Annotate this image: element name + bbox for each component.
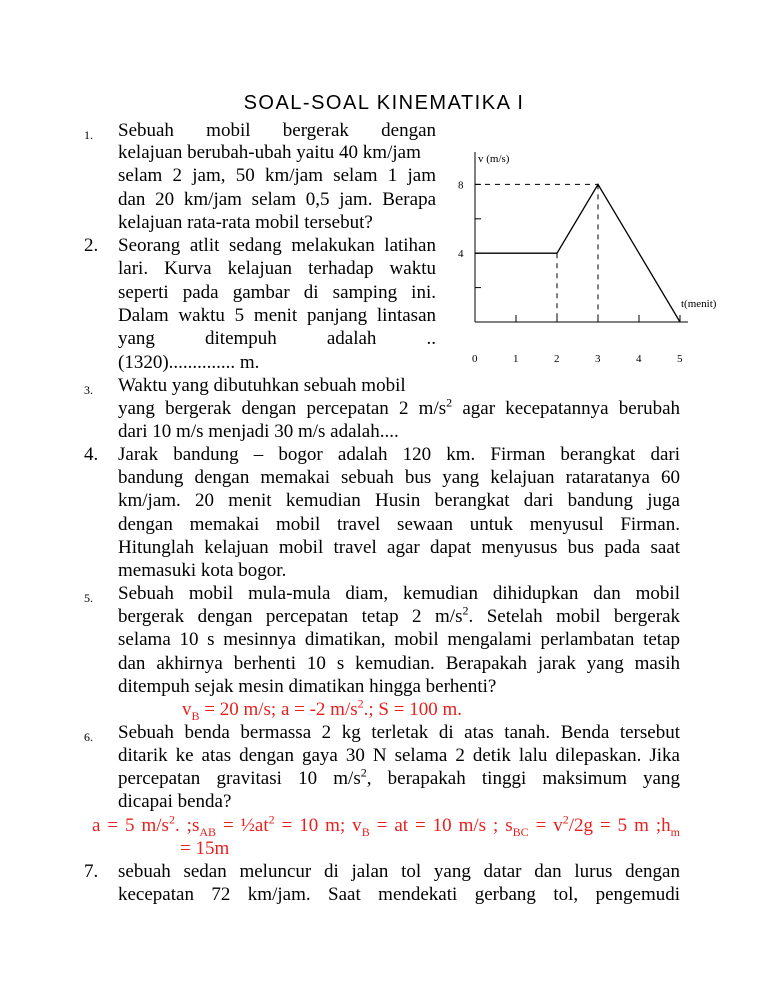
velocity-time-chart	[448, 150, 738, 375]
x-tick-label: 5	[677, 353, 683, 365]
answer-line	[92, 812, 680, 839]
text-run: , berapakah tinggi maksimum yang	[366, 768, 680, 789]
text-run: = ½at	[216, 815, 269, 836]
y-tick-label: 4	[458, 248, 464, 261]
answer-line	[182, 696, 462, 723]
text-line: Seorang atlit sedang melakukan latihan	[118, 235, 436, 256]
question-number: 1.	[84, 128, 93, 142]
superscript: 2	[446, 395, 453, 410]
text-run: agar kecepatannya berubah	[452, 398, 681, 419]
text-run: . Setelah mobil bergerak	[468, 606, 680, 627]
question-number: 5.	[84, 591, 93, 605]
text-line: dengan memakai mobil travel sewaan untuk menyusul Firman.	[118, 514, 680, 535]
text-line: bandung dengan memakai sebuah bus yang kelajuan rataratanya 60	[118, 467, 680, 488]
superscript: 2	[360, 765, 367, 780]
text-line	[118, 395, 681, 420]
text-run: = 20 m/s; a = -2 m/s	[199, 699, 358, 720]
x-tick-label: 4	[636, 353, 642, 365]
superscript: 2	[562, 812, 569, 827]
y-axis-label: v (m/s)	[478, 153, 510, 165]
text-line: yang ditempuh adalah ..	[118, 328, 436, 349]
x-tick-label: 0	[472, 353, 478, 365]
x-tick-label: 2	[554, 353, 560, 365]
subscript: B	[361, 824, 370, 839]
text-line: selam 2 jam, 50 km/jam selam 1 jam	[118, 165, 436, 186]
text-run: v	[182, 699, 192, 720]
superscript: 2	[168, 812, 175, 827]
text-line: lari. Kurva kelajuan terhadap waktu	[118, 258, 436, 279]
text-run: = 10 m; v	[274, 815, 362, 836]
text-line: dan akhirnya berhenti 10 s kemudian. Berapakah jarak yang masih	[118, 653, 680, 674]
text-run: a = 5 m/s	[92, 815, 169, 836]
question-number: 4.	[84, 444, 99, 465]
text-line: (1320).............. m.	[118, 352, 260, 373]
text-line	[118, 603, 680, 628]
text-line: kelajuan berubah-ubah yaitu 40 km/jam	[118, 142, 421, 163]
superscript: 2	[357, 696, 364, 711]
text-run: /2g = 5 m ;h	[568, 815, 671, 836]
superscript: 2	[462, 603, 469, 618]
question-number: 7.	[84, 861, 99, 882]
text-line: Jarak bandung – bogor adalah 120 km. Firman berangkat dari	[118, 444, 680, 465]
text-run: .; S = 100 m.	[363, 699, 462, 720]
series-line	[475, 184, 680, 322]
text-line: kecepatan 72 km/jam. Saat mendekati gerbang tol, pengemudi	[118, 884, 680, 905]
x-tick-label: 1	[513, 353, 519, 365]
text-run: = v	[528, 815, 563, 836]
subscript: B	[191, 708, 200, 723]
superscript: 2	[268, 812, 275, 827]
text-run: = at = 10 m/s ; s	[369, 815, 513, 836]
text-line: ditempuh sejak mesin dimatikan hingga berhenti?	[118, 676, 497, 697]
text-line: Hitunglah kelajuan mobil travel agar dapat menyusus bus pada saat	[118, 537, 680, 558]
page-title: SOAL-SOAL KINEMATIKA I	[243, 92, 525, 114]
subscript: AB	[199, 824, 217, 839]
x-axis-label: t(menit)	[681, 298, 717, 310]
text-run: percepatan gravitasi 10 m/s	[118, 768, 361, 789]
question-number: 3.	[84, 383, 93, 397]
subscript: BC	[512, 824, 529, 839]
text-line: sebuah sedan meluncur di jalan tol yang datar dan lurus dengan	[118, 861, 680, 882]
text-line	[118, 765, 680, 790]
text-line: dicapai benda?	[118, 791, 232, 812]
text-line: km/jam. 20 menit kemudian Husin berangkat dari bandung juga	[118, 490, 680, 511]
text-line: ditarik ke atas dengan gaya 30 N selama 2 detik lalu dilepaskan. Jika	[118, 745, 680, 766]
text-run: . ;s	[174, 815, 200, 836]
text-line: seperti pada gambar di samping ini.	[118, 282, 436, 303]
text-run: bergerak dengan percepatan tetap 2 m/s	[118, 606, 463, 627]
text-line: dari 10 m/s menjadi 30 m/s adalah....	[118, 421, 399, 442]
y-tick-label: 8	[458, 179, 464, 192]
text-line: kelajuan rata-rata mobil tersebut?	[118, 212, 373, 233]
subscript: m	[670, 824, 680, 839]
text-line: Sebuah benda bermassa 2 kg terletak di atas tanah. Benda tersebut	[118, 722, 680, 743]
text-run: yang bergerak dengan percepatan 2 m/s	[118, 398, 447, 419]
text-line: Dalam waktu 5 menit panjang lintasan	[118, 305, 436, 326]
question-number: 6.	[84, 730, 93, 744]
text-line: Sebuah mobil mula-mula diam, kemudian dihidupkan dan mobil	[118, 583, 680, 604]
x-tick-label: 3	[595, 353, 601, 365]
text-line: dan 20 km/jam selam 0,5 jam. Berapa	[118, 189, 436, 210]
text-line: selama 10 s mesinnya dimatikan, mobil mengalami perlambatan tetap	[118, 629, 680, 650]
text-line: Waktu yang dibutuhkan sebuah mobil	[118, 375, 406, 396]
text-line: Sebuah mobil bergerak dengan	[118, 120, 436, 141]
text-line: memasuki kota bogor.	[118, 560, 287, 581]
answer-line: = 15m	[180, 838, 230, 859]
question-number: 2.	[84, 235, 99, 256]
